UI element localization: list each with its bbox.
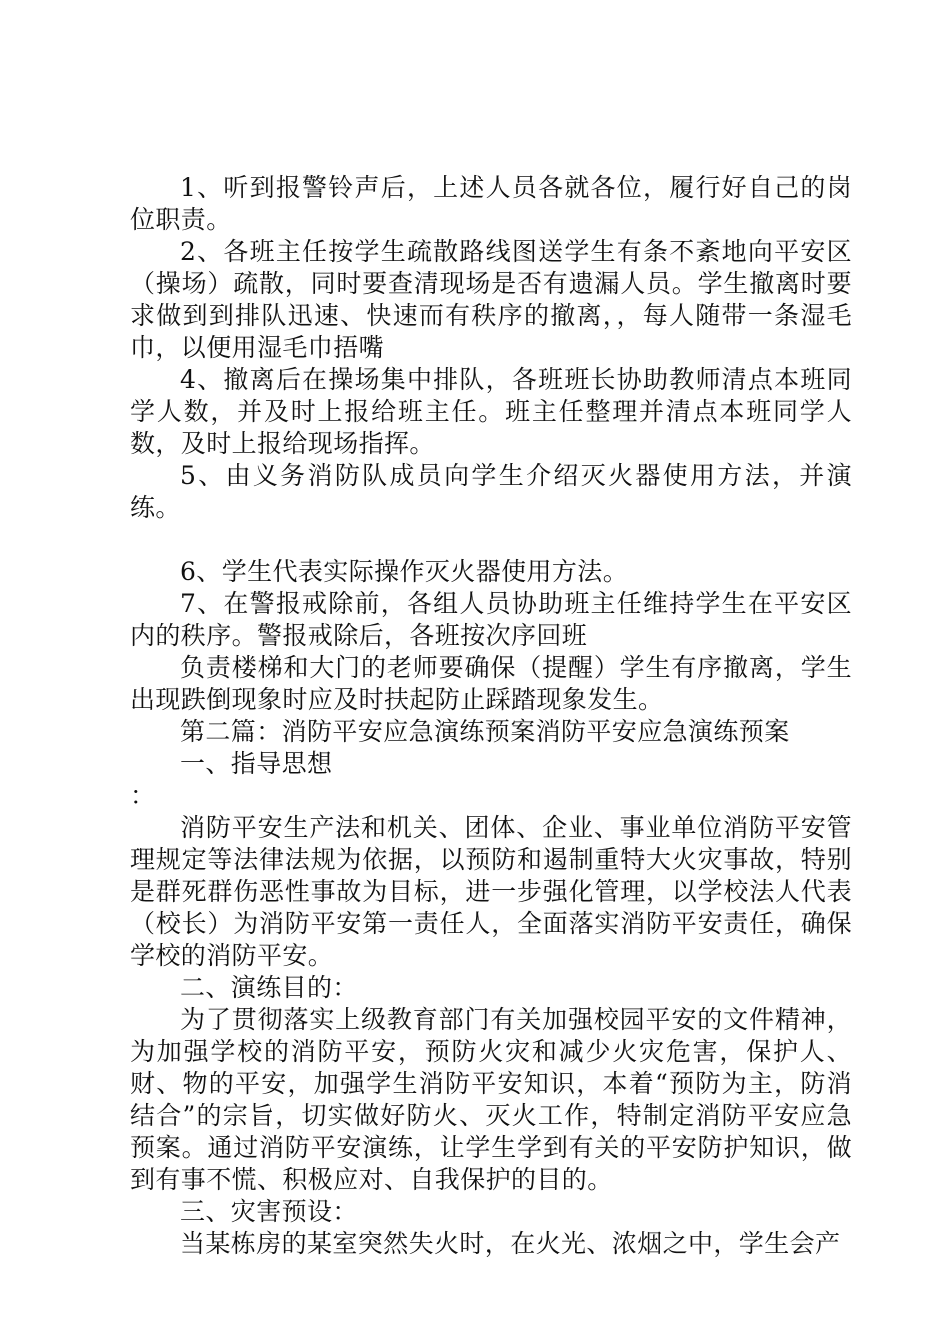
paragraph-step-5: 5、由义务消防队成员向学生介绍灭火器使用方法，并演练。 — [130, 461, 852, 522]
paragraph-step-6: 6、学生代表实际操作灭火器使用方法。 — [180, 557, 629, 586]
paragraph-step-4: 4、撤离后在操场集中排队，各班班长协助教师清点本班同学人数，并及时上报给班主任。班主任整理并清点本班同学人数，及时上报给现场指挥。 — [130, 365, 852, 458]
paragraph-drill-purpose: 为了贯彻落实上级教育部门有关加强校园平安的文件精神，为加强学校的消防平安，预防火灾和减少火灾危害，保护人、财、物的平安，加强学生消防平安知识，本着“预防为主，防消结合”的宗旨，切实做好防火、灭火工作，特制定消防平安应急预案。通过消防平安演练，让学生学到有关的平安防护知识，做到有事不慌、积极应对、自我保护的目的。 — [130, 1005, 852, 1194]
paragraph-step-7: 7、在警报戒除前，各组人员协助班主任维持学生在平安区内的秩序。警报戒除后，各班按次序回班 — [130, 589, 852, 650]
heading-guiding-ideology: 一、指导思想 — [180, 749, 333, 778]
paragraph-step-1: 1、听到报警铃声后，上述人员各就各位，履行好自己的岗位职责。 — [130, 173, 852, 234]
paragraph-disaster-scenario: 当某栋房的某室突然失火时，在火光、浓烟之中，学生会产 — [180, 1229, 841, 1258]
paragraph-guiding-ideology: 消防平安生产法和机关、团体、企业、事业单位消防平安管理规定等法律法规为依据，以预防和遏制重特大火灾事故，特别是群死群伤恶性事故为目标，进一步强化管理，以学校法人代表（校长）为消防平安第一责任人，全面落实消防平安责任，确保学校的消防平安。 — [130, 813, 852, 970]
paragraph-stairs-teachers: 负责楼梯和大门的老师要确保（提醒）学生有序撤离，学生出现跌倒现象时应及时扶起防止踩踏现象发生。 — [130, 653, 852, 714]
heading-drill-purpose: 二、演练目的： — [180, 973, 358, 1002]
colon-line: ： — [130, 781, 156, 810]
paragraph-step-2: 2、各班主任按学生疏散路线图送学生有条不紊地向平安区（操场）疏散，同时要查清现场是否有遗漏人员。学生撤离时要求做到到排队迅速、快速而有秩序的撤离，，每人随带一条湿毛巾，以便用湿毛巾捂嘴 — [130, 237, 852, 362]
heading-disaster-scenario: 三、灾害预设： — [180, 1197, 358, 1226]
section-heading-part-two: 第二篇：消防平安应急演练预案消防平安应急演练预案 — [180, 717, 790, 746]
document-body — [130, 172, 852, 1260]
